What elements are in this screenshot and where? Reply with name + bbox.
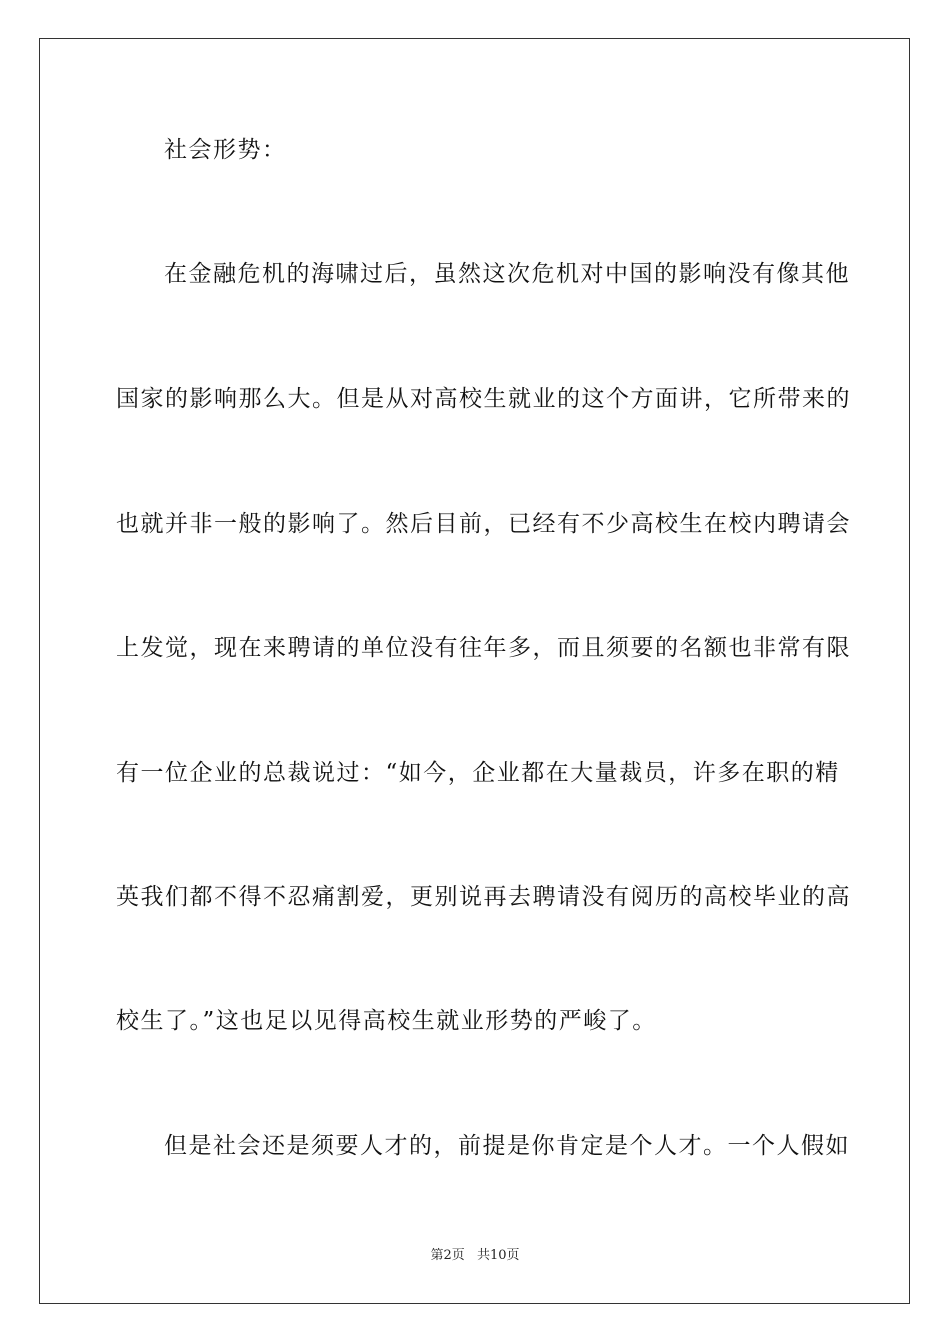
paragraph-line-7: 校生了。”这也足以见得高校生就业形势的严峻了。: [116, 1008, 657, 1034]
page-number: 第2页: [430, 1248, 465, 1263]
section-heading: 社会形势：: [164, 137, 287, 163]
page-footer: [0, 1247, 950, 1265]
paragraph-line-8: 但是社会还是须要人才的，前提是你肯定是个人才。一个人假如: [164, 1133, 850, 1159]
paragraph-line-4: 上发觉，现在来聘请的单位没有往年多，而且须要的名额也非常有限: [116, 635, 851, 661]
paragraph-line-5: 有一位企业的总裁说过：“如今，企业都在大量裁员，许多在职的精: [116, 760, 840, 786]
paragraph-line-6: 英我们都不得不忍痛割爱，更别说再去聘请没有阅历的高校毕业的高: [116, 884, 851, 910]
paragraph-line-3: 也就并非一般的影响了。然后目前，已经有不少高校生在校内聘请会: [116, 511, 851, 537]
page-total: 共10页: [476, 1248, 520, 1263]
page-border: [39, 38, 910, 1304]
paragraph-line-2: 国家的影响那么大。但是从对高校生就业的这个方面讲，它所带来的: [116, 386, 851, 412]
paragraph-line-1: 在金融危机的海啸过后，虽然这次危机对中国的影响没有像其他: [164, 261, 850, 287]
